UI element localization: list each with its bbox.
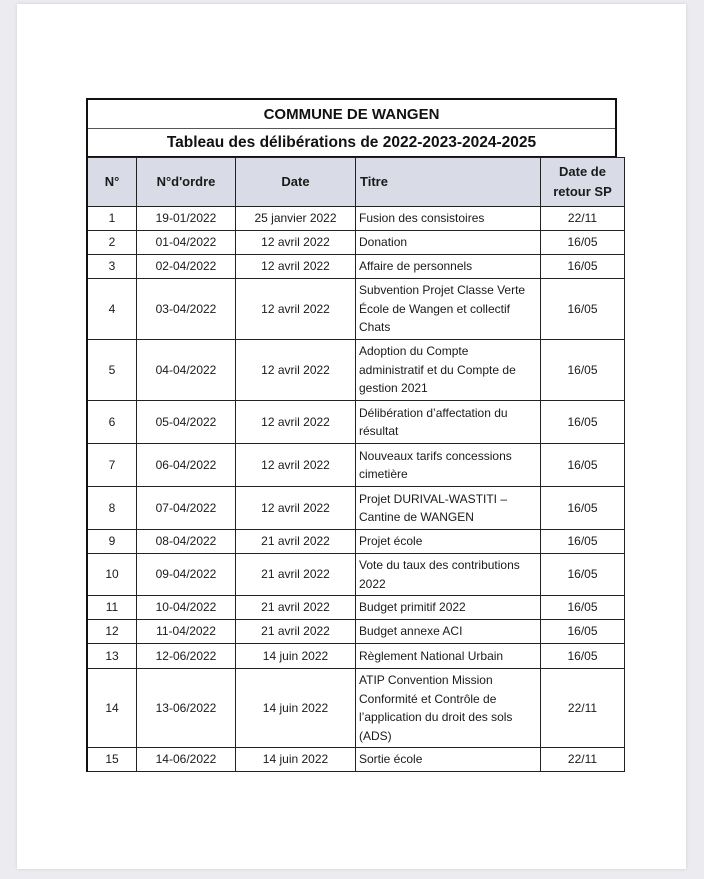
table-row	[87, 669, 625, 748]
cell-title: ATIP Convention Mission Conformité et Contrôle de l’application du droit des sols (ADS)	[356, 669, 541, 748]
table-body	[87, 207, 625, 772]
cell-title: Projet DURIVAL-WASTITI – Cantine de WANGEN	[356, 487, 541, 530]
cell-date: 14 juin 2022	[236, 669, 356, 748]
cell-title: Nouveaux tarifs concessions cimetière	[356, 444, 541, 487]
header-order-number: N°d'ordre	[137, 158, 236, 207]
cell-date: 21 avril 2022	[236, 530, 356, 554]
table-row	[87, 554, 625, 596]
cell-date: 14 juin 2022	[236, 748, 356, 772]
cell-order-number: 09-04/2022	[137, 554, 236, 596]
cell-return-date: 16/05	[541, 620, 625, 644]
deliberations-table	[86, 157, 625, 772]
cell-order-number: 19-01/2022	[137, 207, 236, 231]
cell-order-number: 12-06/2022	[137, 644, 236, 669]
cell-number: 5	[87, 340, 137, 401]
document-title: COMMUNE DE WANGEN	[88, 100, 615, 129]
cell-order-number: 08-04/2022	[137, 530, 236, 554]
cell-title: Projet école	[356, 530, 541, 554]
cell-return-date: 16/05	[541, 255, 625, 279]
cell-return-date: 16/05	[541, 596, 625, 620]
table-row	[87, 530, 625, 554]
cell-title: Adoption du Compte administratif et du Compte de gestion 2021	[356, 340, 541, 401]
cell-number: 13	[87, 644, 137, 669]
cell-date: 21 avril 2022	[236, 596, 356, 620]
cell-return-date: 16/05	[541, 231, 625, 255]
cell-date: 12 avril 2022	[236, 444, 356, 487]
cell-date: 21 avril 2022	[236, 554, 356, 596]
cell-date: 12 avril 2022	[236, 279, 356, 340]
table-row	[87, 596, 625, 620]
cell-order-number: 10-04/2022	[137, 596, 236, 620]
cell-return-date: 16/05	[541, 444, 625, 487]
cell-number: 12	[87, 620, 137, 644]
cell-number: 7	[87, 444, 137, 487]
cell-number: 9	[87, 530, 137, 554]
cell-date: 25 janvier 2022	[236, 207, 356, 231]
cell-order-number: 14-06/2022	[137, 748, 236, 772]
header-title: Titre	[356, 158, 541, 207]
cell-title: Subvention Projet Classe Verte École de Wangen et collectif Chats	[356, 279, 541, 340]
table-row	[87, 644, 625, 669]
cell-return-date: 16/05	[541, 401, 625, 444]
cell-number: 1	[87, 207, 137, 231]
cell-return-date: 16/05	[541, 530, 625, 554]
table-row	[87, 748, 625, 772]
cell-title: Sortie école	[356, 748, 541, 772]
cell-title: Affaire de personnels	[356, 255, 541, 279]
cell-order-number: 02-04/2022	[137, 255, 236, 279]
cell-title: Vote du taux des contributions 2022	[356, 554, 541, 596]
cell-return-date: 16/05	[541, 487, 625, 530]
table-row	[87, 255, 625, 279]
cell-order-number: 03-04/2022	[137, 279, 236, 340]
cell-return-date: 16/05	[541, 279, 625, 340]
cell-title: Budget annexe ACI	[356, 620, 541, 644]
cell-date: 12 avril 2022	[236, 401, 356, 444]
cell-number: 11	[87, 596, 137, 620]
title-box	[86, 98, 617, 158]
header-date: Date	[236, 158, 356, 207]
cell-return-date: 22/11	[541, 748, 625, 772]
cell-date: 14 juin 2022	[236, 644, 356, 669]
cell-number: 4	[87, 279, 137, 340]
cell-date: 21 avril 2022	[236, 620, 356, 644]
cell-title: Donation	[356, 231, 541, 255]
cell-number: 14	[87, 669, 137, 748]
table-row	[87, 444, 625, 487]
table-row	[87, 620, 625, 644]
cell-number: 8	[87, 487, 137, 530]
cell-order-number: 07-04/2022	[137, 487, 236, 530]
cell-return-date: 16/05	[541, 340, 625, 401]
cell-order-number: 05-04/2022	[137, 401, 236, 444]
cell-date: 12 avril 2022	[236, 231, 356, 255]
cell-number: 3	[87, 255, 137, 279]
cell-number: 15	[87, 748, 137, 772]
cell-number: 10	[87, 554, 137, 596]
header-number: N°	[87, 158, 137, 207]
cell-order-number: 06-04/2022	[137, 444, 236, 487]
cell-date: 12 avril 2022	[236, 487, 356, 530]
cell-return-date: 16/05	[541, 644, 625, 669]
cell-title: Budget primitif 2022	[356, 596, 541, 620]
cell-number: 2	[87, 231, 137, 255]
header-return-date: Date de retour SP	[541, 158, 625, 207]
cell-title: Délibération d’affectation du résultat	[356, 401, 541, 444]
cell-order-number: 13-06/2022	[137, 669, 236, 748]
table-row	[87, 207, 625, 231]
cell-return-date: 22/11	[541, 207, 625, 231]
cell-order-number: 04-04/2022	[137, 340, 236, 401]
cell-number: 6	[87, 401, 137, 444]
table-header-row	[87, 158, 625, 207]
cell-title: Fusion des consistoires	[356, 207, 541, 231]
table-row	[87, 401, 625, 444]
document-subtitle: Tableau des délibérations de 2022-2023-2024-2025	[166, 134, 537, 151]
cell-order-number: 11-04/2022	[137, 620, 236, 644]
cell-title: Règlement National Urbain	[356, 644, 541, 669]
cell-date: 12 avril 2022	[236, 255, 356, 279]
cell-return-date: 22/11	[541, 669, 625, 748]
table-row	[87, 231, 625, 255]
cell-date: 12 avril 2022	[236, 340, 356, 401]
table-row	[87, 487, 625, 530]
table-row	[87, 340, 625, 401]
cell-order-number: 01-04/2022	[137, 231, 236, 255]
table-row	[87, 279, 625, 340]
cell-return-date: 16/05	[541, 554, 625, 596]
